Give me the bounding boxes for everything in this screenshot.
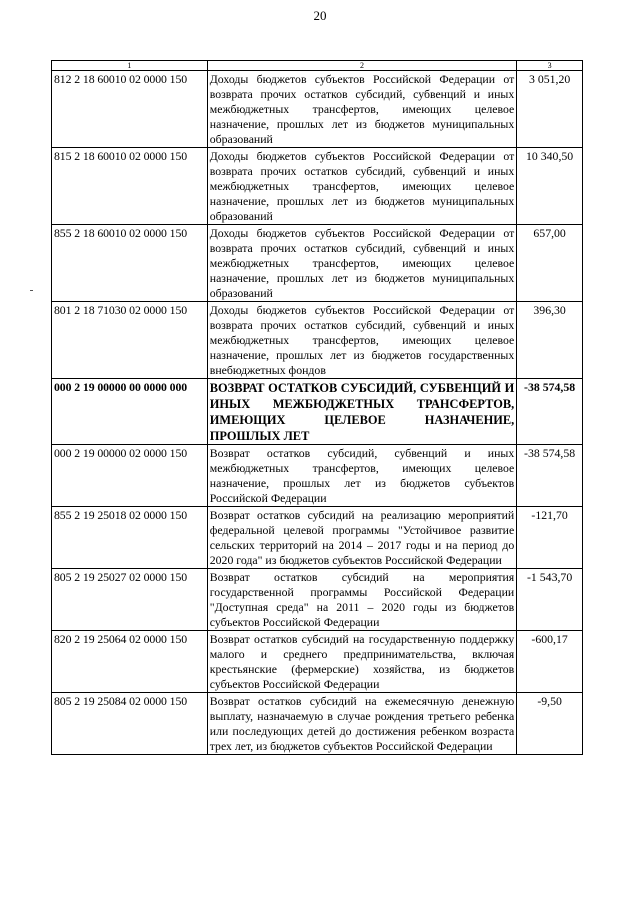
- amount-cell: 657,00: [517, 225, 583, 302]
- revenue-name-text: Возврат остатков субсидий на мероприятия государственной программы Российской Федерации "Доступная среда" на 2011 – 2020 годы из бюджетов субъектов Российской Федерации: [209, 570, 515, 629]
- revenue-name-cell: [207, 631, 516, 693]
- revenue-name-cell: [207, 71, 516, 148]
- amount-cell: 396,30: [517, 302, 583, 379]
- revenue-name-cell: [207, 379, 516, 445]
- page-number: 20: [313, 8, 327, 23]
- budget-code-cell: 805 2 19 25027 02 0000 150: [52, 569, 208, 631]
- revenue-name-cell: [207, 569, 516, 631]
- revenue-name-text: Возврат остатков субсидий на реализацию мероприятий федеральной целевой программы "Устойчивое развитие сельских территорий на 2014 – 2017 годы и на период до 2020 года" из бюджетов субъектов Российской Федерации: [209, 508, 515, 567]
- table-row: [52, 71, 583, 148]
- table-row: [52, 507, 583, 569]
- budget-code-cell: 855 2 18 60010 02 0000 150: [52, 225, 208, 302]
- amount-cell: -38 574,58: [517, 445, 583, 507]
- revenue-name-cell: [207, 445, 516, 507]
- budget-code-cell: 855 2 19 25018 02 0000 150: [52, 507, 208, 569]
- table-row: [52, 569, 583, 631]
- table-row: [52, 631, 583, 693]
- budget-code-cell: 000 2 19 00000 02 0000 150: [52, 445, 208, 507]
- table-row: [52, 693, 583, 755]
- table-row: [52, 302, 583, 379]
- revenue-name-cell: [207, 302, 516, 379]
- revenue-name-cell: [207, 693, 516, 755]
- table-row: [52, 148, 583, 225]
- budget-code-cell: 801 2 18 71030 02 0000 150: [52, 302, 208, 379]
- revenue-name-text: Возврат остатков субсидий на государственную поддержку малого и среднего предпринимательства, включая крестьянские (фермерские) хозяйства, из бюджетов субъектов Российской Федерации: [209, 632, 515, 691]
- amount-cell: -1 543,70: [517, 569, 583, 631]
- amount-cell: -9,50: [517, 693, 583, 755]
- revenue-name-text: Доходы бюджетов субъектов Российской Федерации от возврата прочих остатков субсидий, субвенций и иных межбюджетных трансфертов, имеющих целевое назначение, прошлых лет из бюджетов муниципальных образований: [209, 72, 515, 146]
- revenue-name-text: Доходы бюджетов субъектов Российской Федерации от возврата прочих остатков субсидий, субвенций и иных межбюджетных трансфертов, имеющих целевое назначение, прошлых лет из бюджетов муниципальных образований: [209, 149, 515, 223]
- scan-artifact: [30, 290, 33, 291]
- table-row: [52, 225, 583, 302]
- column-number-3: 3: [517, 61, 583, 71]
- amount-cell: -121,70: [517, 507, 583, 569]
- budget-code-cell: 815 2 18 60010 02 0000 150: [52, 148, 208, 225]
- budget-code-cell: 805 2 19 25084 02 0000 150: [52, 693, 208, 755]
- revenue-name-text: Доходы бюджетов субъектов Российской Федерации от возврата прочих остатков субсидий, субвенций и иных межбюджетных трансфертов, имеющих целевое назначение, прошлых лет из бюджетов государственных внебюджетных фондов: [209, 303, 515, 377]
- amount-cell: 10 340,50: [517, 148, 583, 225]
- amount-cell: -600,17: [517, 631, 583, 693]
- revenue-name-cell: [207, 507, 516, 569]
- revenue-name-cell: [207, 148, 516, 225]
- revenue-name-cell: [207, 225, 516, 302]
- revenue-name-text: Возврат остатков субсидий на ежемесячную денежную выплату, назначаемую в случае рождения третьего ребенка или последующих детей до достижения ребенком возраста трех лет, из бюджетов субъектов Российской Федерации: [209, 694, 515, 753]
- budget-code-cell: 820 2 19 25064 02 0000 150: [52, 631, 208, 693]
- column-number-2: 2: [207, 61, 516, 71]
- table-row-section-total: [52, 379, 583, 445]
- amount-cell: -38 574,58: [517, 379, 583, 445]
- amount-cell: 3 051,20: [517, 71, 583, 148]
- revenue-name-text: Доходы бюджетов субъектов Российской Федерации от возврата прочих остатков субсидий, субвенций и иных межбюджетных трансфертов, имеющих целевое назначение, прошлых лет из бюджетов муниципальных образований: [209, 226, 515, 300]
- budget-code-cell: 812 2 18 60010 02 0000 150: [52, 71, 208, 148]
- budget-revenue-table: [51, 60, 583, 755]
- table-header-row: [52, 61, 583, 71]
- revenue-name-text: ВОЗВРАТ ОСТАТКОВ СУБСИДИЙ, СУБВЕНЦИЙ И ИНЫХ МЕЖБЮДЖЕТНЫХ ТРАНСФЕРТОВ, ИМЕЮЩИХ ЦЕЛЕВОЕ НАЗНАЧЕНИЕ, ПРОШЛЫХ ЛЕТ: [209, 381, 515, 443]
- column-number-1: 1: [52, 61, 208, 71]
- revenue-name-text: Возврат остатков субсидий, субвенций и иных межбюджетных трансфертов, имеющих целевое назначение, прошлых лет из бюджетов субъектов Российской Федерации: [209, 446, 515, 505]
- budget-code-cell: 000 2 19 00000 00 0000 000: [52, 379, 208, 445]
- table-row: [52, 445, 583, 507]
